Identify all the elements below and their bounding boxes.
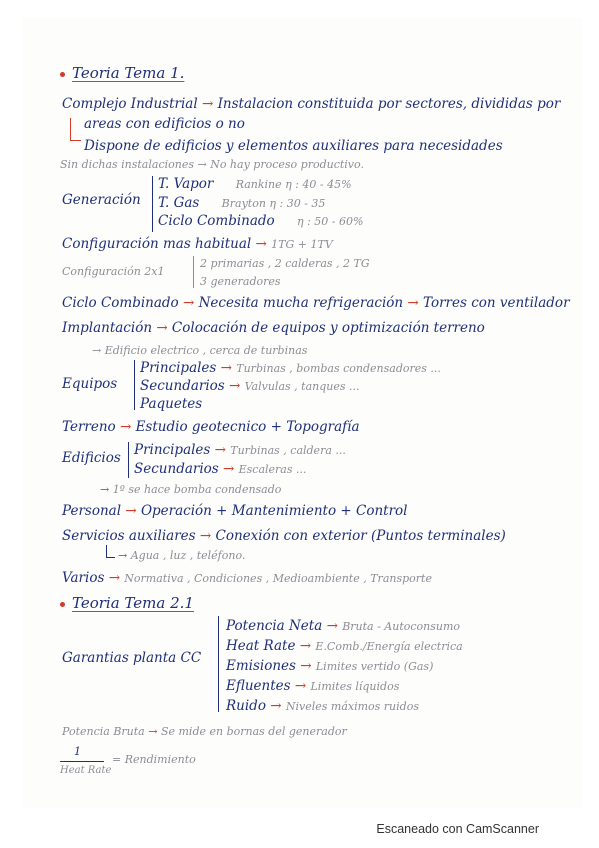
principales-line: Principales → Turbinas , bombas condensadores ... [140, 360, 441, 376]
secundarios-line: Secundarios → Valvulas , tanques ... [140, 378, 360, 394]
arrow-icon: → [270, 698, 282, 714]
brace [193, 256, 194, 288]
arrow-icon: → [182, 295, 195, 311]
garantia-ruido: Ruido → Niveles máximos ruidos [226, 698, 419, 714]
config-2x1-b: 3 generadores [200, 275, 281, 288]
arrow-icon: → [119, 419, 132, 435]
agua-line: → Agua , luz , teléfono. [118, 549, 246, 562]
arrow-icon: → [148, 725, 158, 738]
dispone-line: Dispone de edificios y elementos auxiliares para necesidades [84, 138, 503, 154]
arrow-icon: → [156, 320, 168, 336]
generacion-label: Generación [62, 192, 141, 208]
terreno-line: Terreno → Estudio geotecnico + Topografía [62, 419, 360, 435]
arrow-icon: → [255, 236, 267, 252]
arrow-icon: → [201, 96, 214, 112]
primero-line: → 1º se hace bomba condensado [100, 483, 282, 496]
fraction-bar [60, 761, 104, 762]
equipos-label: Equipos [62, 376, 118, 392]
config-2x1-a: 2 primarias , 2 calderas , 2 TG [200, 257, 370, 270]
rendimiento-text: = Rendimiento [112, 753, 196, 766]
bullet-icon [60, 602, 65, 607]
personal-line: Personal → Operación + Mantenimiento + Control [62, 503, 408, 519]
potencia-bruta-line: Potencia Bruta → Se mide en bornas del generador [62, 725, 347, 738]
brace [152, 176, 153, 232]
arrow-icon: → [100, 483, 110, 496]
tgas-line: T. Gas Brayton η : 30 - 35 [158, 195, 326, 211]
brace [134, 360, 135, 410]
brace [128, 442, 129, 478]
config-habitual-line: Configuración mas habitual → 1TG + 1TV [62, 236, 333, 252]
ed-secundarios-line: Secundarios → Escaleras ... [134, 461, 307, 477]
bullet-icon [60, 72, 65, 77]
arrow-icon: → [223, 461, 235, 477]
arrow-icon: → [214, 442, 226, 458]
complejo-line: Complejo Industrial → Instalacion constituida por sectores, divididas por [62, 96, 561, 112]
arrow-icon: → [229, 378, 241, 394]
servicios-line: Servicios auxiliares → Conexión con exterior (Puntos terminales) [62, 528, 506, 544]
arrow-icon: → [300, 658, 312, 674]
tvapor-line: T. Vapor Rankine η : 40 - 45% [158, 176, 352, 192]
heading-tema-1: Teoria Tema 1. [60, 66, 184, 81]
arrow-icon: → [118, 549, 128, 562]
arrow-icon: → [299, 638, 312, 654]
garantia-heat-rate: Heat Rate → E.Comb./Energía electrica [226, 638, 463, 654]
fraction-numerator: 1 [74, 745, 81, 758]
arrow-icon: → [407, 295, 419, 311]
garantia-efluentes: Efluentes → Limites líquidos [226, 678, 400, 694]
arrow-icon: → [220, 360, 232, 376]
garantia-emisiones: Emisiones → Limites vertido (Gas) [226, 658, 434, 674]
sin-dichas-line: Sin dichas instalaciones → No hay proceso productivo. [60, 158, 364, 171]
varios-line: Varios → Normativa , Condiciones , Medioambiente , Transporte [62, 570, 432, 586]
edificios-label: Edificios [62, 450, 121, 466]
ed-principales-line: Principales → Turbinas , caldera ... [134, 442, 346, 458]
edificio-electrico-line: → Edificio electrico , cerca de turbinas [92, 344, 308, 357]
fraction-denominator: Heat Rate [60, 765, 112, 776]
heading-tema-2-1: Teoria Tema 2.1 [60, 596, 194, 611]
config-2x1-label: Configuración 2x1 [62, 265, 165, 278]
brace [218, 616, 219, 712]
arrow-icon: → [326, 618, 338, 634]
bracket [106, 545, 115, 558]
arrow-icon: → [199, 528, 212, 544]
arrow-icon: → [294, 678, 307, 694]
scanner-watermark: Escaneado con CamScanner [376, 822, 539, 836]
paquetes-line: Paquetes [140, 396, 203, 412]
garantia-potencia-neta: Potencia Neta → Bruta - Autoconsumo [226, 618, 461, 634]
arrow-icon: → [125, 503, 137, 519]
ciclo-combinado-line: Ciclo Combinado → Necesita mucha refrigeración → Torres con ventilador [62, 295, 570, 311]
implantacion-line: Implantación → Colocación de equipos y optimización terreno [62, 320, 485, 336]
arrow-icon: → [108, 570, 120, 586]
ciclo-line: Ciclo Combinado η : 50 - 60% [158, 213, 364, 229]
red-bracket [70, 118, 81, 141]
complejo-line-2: areas con edificios o no [84, 116, 245, 132]
garantias-label: Garantias planta CC [62, 650, 202, 666]
